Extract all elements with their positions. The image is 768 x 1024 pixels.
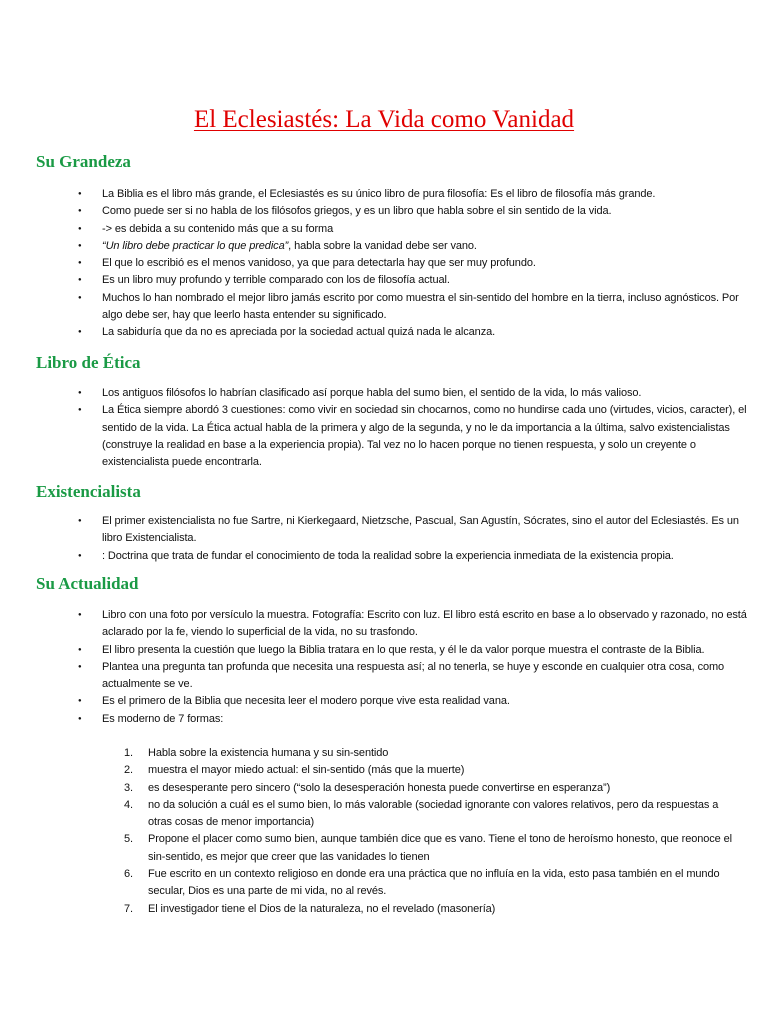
item-text: Habla sobre la existencia humana y su sin-sentido	[148, 747, 389, 759]
list-item: ● La Ética siempre abordó 3 cuestiones: como vivir en sociedad sin chocarnos, como no hundirse cada uno (virtudes, vicios, caracter), el sentido de la vida. La Ética actual habla de la primera y algo de la segunda, y no le da importancia a la última, salvo existencialistas (construye la realidad en base a la experiencia propia). Tal vez no lo hacen porque no tienen respuesta, y solo un creyente o existencialista puede encontrarla.	[72, 402, 748, 471]
list-item: ● Es moderno de 7 formas:	[72, 711, 748, 728]
item-number: 1.	[124, 747, 133, 759]
numbered-item	[102, 745, 738, 762]
numbered-item	[102, 866, 738, 901]
list-item: ● El libro presenta la cuestión que luego la Biblia tratara en lo que resta, y él le da valor porque muestra el contraste de la Biblia.	[72, 642, 748, 659]
numbered-item	[102, 797, 738, 832]
list-item: ● : Doctrina que trata de fundar el conocimiento de toda la realidad sobre la experiencia inmediata de la existencia propia.	[72, 548, 748, 565]
section-heading-existencialista: Existencialista	[36, 482, 141, 501]
list-item: ● Muchos lo han nombrado el mejor libro jamás escrito por como muestra el sin-sentido del hombre en la tierra, incluso agnósticos. Por algo debe ser, hay que leerlo hasta entender su significado.	[72, 290, 748, 325]
list-item: ● Es el primero de la Biblia que necesita leer el modero porque vive esta realidad vana.	[72, 693, 748, 710]
item-text: no da solución a cuál es el sumo bien, lo más valorable (sociedad ignorante con valores relativos, pero da respuestas a otras cosas de menor importancia)	[148, 798, 719, 829]
item-number: 2.	[124, 764, 133, 777]
modern-forms-numbered-list	[102, 745, 738, 918]
item-number: 6.	[124, 868, 133, 881]
item-text: Propone el placer como sumo bien, aunque también dice que es vano. Tiene el tono de heroísmo honesto, que reonoce el sin-sentido, es mejor que creer que las vanidades lo tienen	[148, 833, 733, 863]
item-text: es desesperante pero sincero (“solo la desesperación honesta puede convertirse en esperanza”)	[148, 781, 611, 794]
list-item: ● El que lo escribió es el menos vanidoso, ya que para detectarla hay que ser muy profundo.	[72, 255, 748, 272]
item-number: 4.	[124, 798, 133, 811]
section-heading-libro-de-etica: Libro de Ética	[36, 353, 141, 372]
item-number: 3.	[124, 781, 133, 794]
libro-de-etica-list	[72, 385, 748, 471]
numbered-item	[102, 780, 738, 797]
quote-rest: , habla sobre la vanidad debe ser vano.	[288, 239, 477, 252]
item-text: El investigador tiene el Dios de la naturaleza, no el revelado (masonería)	[148, 902, 496, 915]
list-item: ● La sabiduría que da no es apreciada por la sociedad actual quizá nada le alcanza.	[72, 324, 748, 341]
existencialista-list	[72, 513, 748, 565]
list-item: ● Los antiguos filósofos lo habrían clasificado así porque habla del sumo bien, el sentido de la vida, lo más valioso.	[72, 385, 748, 402]
numbered-item	[102, 831, 738, 866]
section-heading-su-grandeza: Su Grandeza	[36, 152, 131, 171]
list-item: ● La Biblia es el libro más grande, el Eclesiastés es su único libro de pura filosofía: Es el libro de filosofía más grande.	[72, 186, 748, 203]
list-item: ● Plantea una pregunta tan profunda que necesita una respuesta así; al no tenerla, se huye y esconde en cualquier otra cosa, como actualmente se ve.	[72, 659, 748, 694]
su-grandeza-list	[72, 186, 748, 342]
numbered-item	[102, 901, 738, 918]
section-heading-su-actualidad: Su Actualidad	[36, 574, 139, 593]
document-title: El Eclesiastés: La Vida como Vanidad	[193, 106, 575, 133]
list-item: ● Como puede ser si no habla de los filósofos griegos, y es un libro que habla sobre el sin sentido de la vida.	[72, 203, 748, 220]
item-number: 7.	[124, 902, 133, 915]
item-text: Fue escrito en un contexto religioso en donde era una práctica que no influía en la vida, esto pasa también en el mundo secular, Dios es una parte de mi vida, no al revés.	[148, 868, 720, 898]
list-item: ● El primer existencialista no fue Sartre, ni Kierkegaard, Nietzsche, Pascual, San Agustín, Sócrates, sino el autor del Eclesiastés. Es un libro Existencialista.	[72, 513, 748, 548]
numbered-item	[102, 762, 738, 779]
item-text: muestra el mayor miedo actual: el sin-sentido (más que la muerte)	[148, 764, 465, 777]
item-number: 5.	[124, 833, 133, 846]
su-actualidad-list	[72, 607, 748, 728]
list-item: ● Libro con una foto por versículo la muestra. Fotografía: Escrito con luz. El libro está escrito en base a lo observado y razonado, no está aclarado por la fe, viendo lo superficial de la vida, no su trasfondo.	[72, 607, 748, 642]
list-item	[72, 238, 748, 255]
list-item: ● Es un libro muy profundo y terrible comparado con los de filosofía actual.	[72, 272, 748, 289]
list-item: ● -> es debida a su contenido más que a su forma	[72, 221, 748, 238]
quote-text: “Un libro debe practicar lo que predica”	[102, 239, 289, 252]
